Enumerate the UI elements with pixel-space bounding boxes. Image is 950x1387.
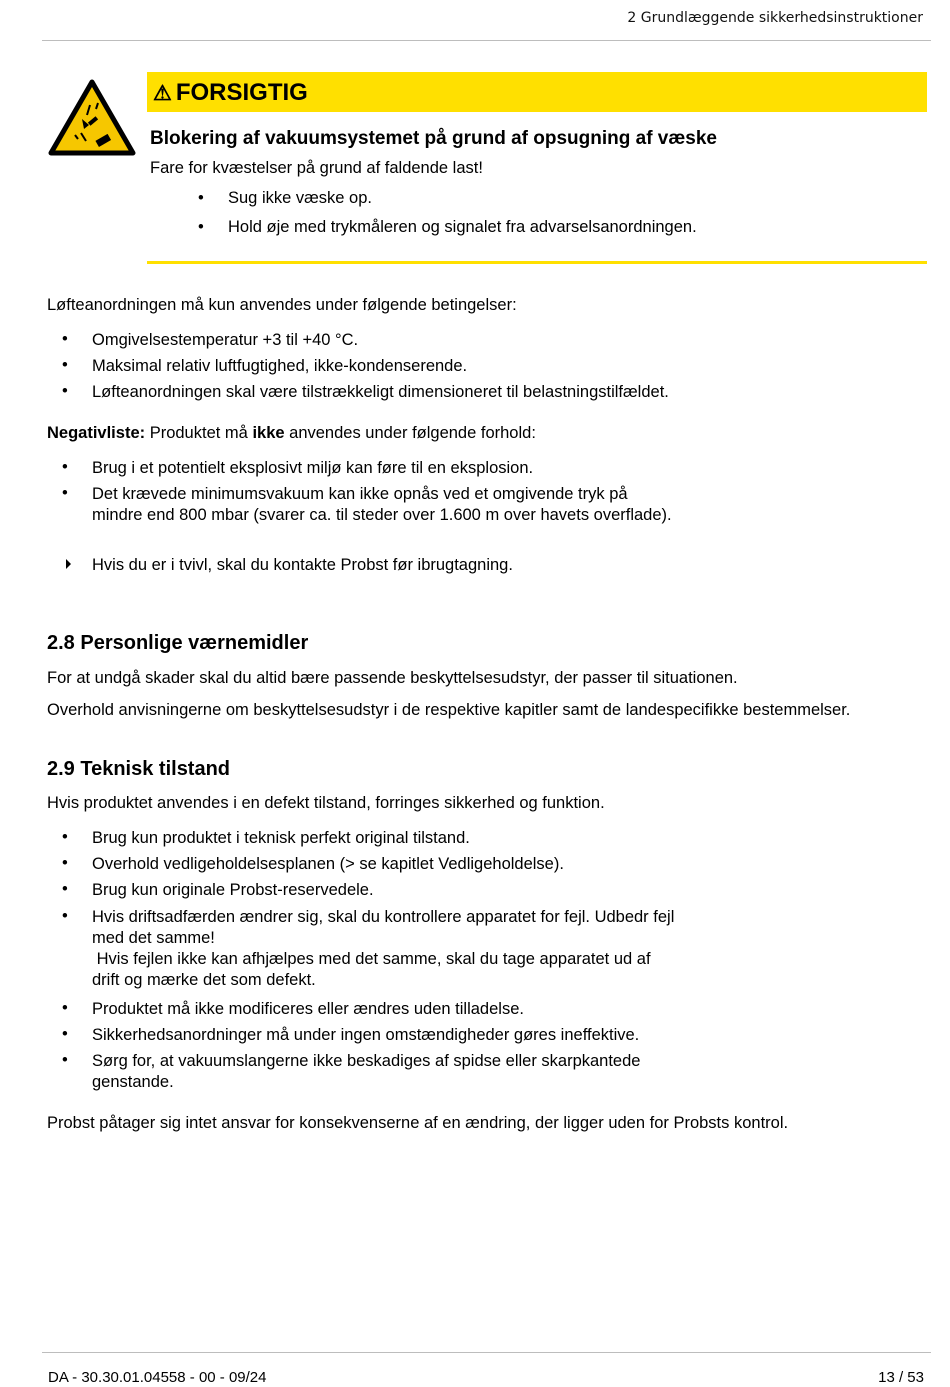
list-item-text: Brug i et potentielt eksplosivt miljø kan føre til en eksplosion.: [92, 459, 534, 477]
paragraph: Hvis produktet anvendes i en defekt tilstand, forringes sikkerhed og funktion.: [47, 794, 605, 812]
list-item-text: Overhold vedligeholdelsesplanen (> se kapitlet Vedligeholdelse).: [92, 855, 564, 873]
warning-signal-bar: [147, 72, 927, 112]
warning-bullet-text: Hold øje med trykmåleren og signalet fra advarselsanordningen.: [228, 218, 697, 236]
bullet-icon: •: [198, 189, 204, 207]
bullet-icon: •: [198, 218, 204, 236]
signal-word-text: FORSIGTIG: [175, 79, 308, 106]
list-item-text: Løfteanordningen skal være tilstrækkeligt dimensioneret til belastningstilfældet.: [92, 383, 669, 401]
header-rule: [42, 40, 931, 41]
closing-paragraph: Probst påtager sig intet ansvar for konsekvenserne af en ændring, der ligger uden for Probsts kontrol.: [47, 1114, 789, 1132]
bullet-icon: •: [62, 880, 68, 898]
warning-hazard: Fare for kvæstelser på grund af faldende last!: [150, 159, 483, 177]
list-item-text: Hvis driftsadfærden ændrer sig, skal du kontrollere apparatet for fejl. Udbedr fejl med det samme! Hvis fejlen ikke kan afhjælpes med det samme, skal du tage apparatet ud af drift og mærke det som defekt.: [92, 908, 675, 989]
section-title-2-9: 2.9 Teknisk tilstand: [47, 758, 231, 780]
bullet-icon: •: [62, 330, 68, 348]
conditions-intro: Løfteanordningen må kun anvendes under følgende betingelser:: [47, 296, 517, 314]
list-item-text: Maksimal relativ luftfugtighed, ikke-kondenserende.: [92, 357, 468, 375]
document-code: DA - 30.30.01.04558 - 00 - 09/24: [48, 1369, 267, 1386]
list-item-text: Det krævede minimumsvakuum kan ikke opnås ved et omgivende tryk på mindre end 800 mbar (svarer ca. til steder over 1.600 m over havets overflade).: [92, 485, 672, 524]
bullet-icon: •: [62, 1051, 68, 1069]
list-item-text: Sikkerhedsanordninger må under ingen omstændigheder gøres ineffektive.: [92, 1026, 640, 1044]
falling-load-warning-icon: [48, 79, 136, 157]
warning-bullet-text: Sug ikke væske op.: [228, 189, 372, 207]
instruction-text: Hvis du er i tvivl, skal du kontakte Probst før ibrugtagning.: [92, 556, 513, 574]
bullet-icon: •: [62, 356, 68, 374]
list-item-text: Brug kun produktet i teknisk perfekt original tilstand.: [92, 829, 470, 847]
negative-list-label: Negativliste:: [47, 424, 146, 442]
list-item-text: Omgivelsestemperatur +3 til +40 °C.: [92, 331, 359, 349]
paragraph: For at undgå skader skal du altid bære passende beskyttelsesudstyr, der passer til situationen.: [47, 669, 738, 687]
bullet-icon: •: [62, 484, 68, 502]
page-number: 13 / 53: [878, 1369, 924, 1386]
list-item-text: Sørg for, at vakuumslangerne ikke beskadiges af spidse eller skarpkantede genstande.: [92, 1052, 641, 1091]
section-title-2-8: 2.8 Personlige værnemidler: [47, 632, 309, 654]
bullet-icon: •: [62, 854, 68, 872]
bullet-icon: •: [62, 382, 68, 400]
negative-emphasis: ikke: [252, 424, 285, 442]
list-item-text: Brug kun originale Probst-reservedele.: [92, 881, 374, 899]
bullet-icon: •: [62, 458, 68, 476]
paragraph: Overhold anvisningerne om beskyttelsesudstyr i de respektive kapitler samt de landespecifikke bestemmelser.: [47, 701, 851, 719]
signal-word: [153, 79, 308, 107]
list-item-text: Produktet må ikke modificeres eller ændres uden tilladelse.: [92, 1000, 524, 1018]
warning-triangle-icon: ⚠: [153, 81, 172, 105]
arrow-right-icon: [66, 559, 71, 569]
bullet-icon: •: [62, 828, 68, 846]
running-header: 2 Grundlæggende sikkerhedsinstruktioner: [627, 10, 923, 26]
warning-heading: Blokering af vakuumsystemet på grund af opsugning af væske: [150, 128, 717, 149]
negative-text-1: Produktet må: [145, 424, 253, 442]
bullet-icon: •: [62, 999, 68, 1017]
bullet-icon: •: [62, 1025, 68, 1043]
negative-text-2: anvendes under følgende forhold:: [284, 424, 536, 442]
negative-list-intro: [47, 424, 536, 443]
warning-bottom-rule: [147, 261, 927, 264]
footer-rule: [42, 1352, 931, 1353]
bullet-icon: •: [62, 907, 68, 925]
